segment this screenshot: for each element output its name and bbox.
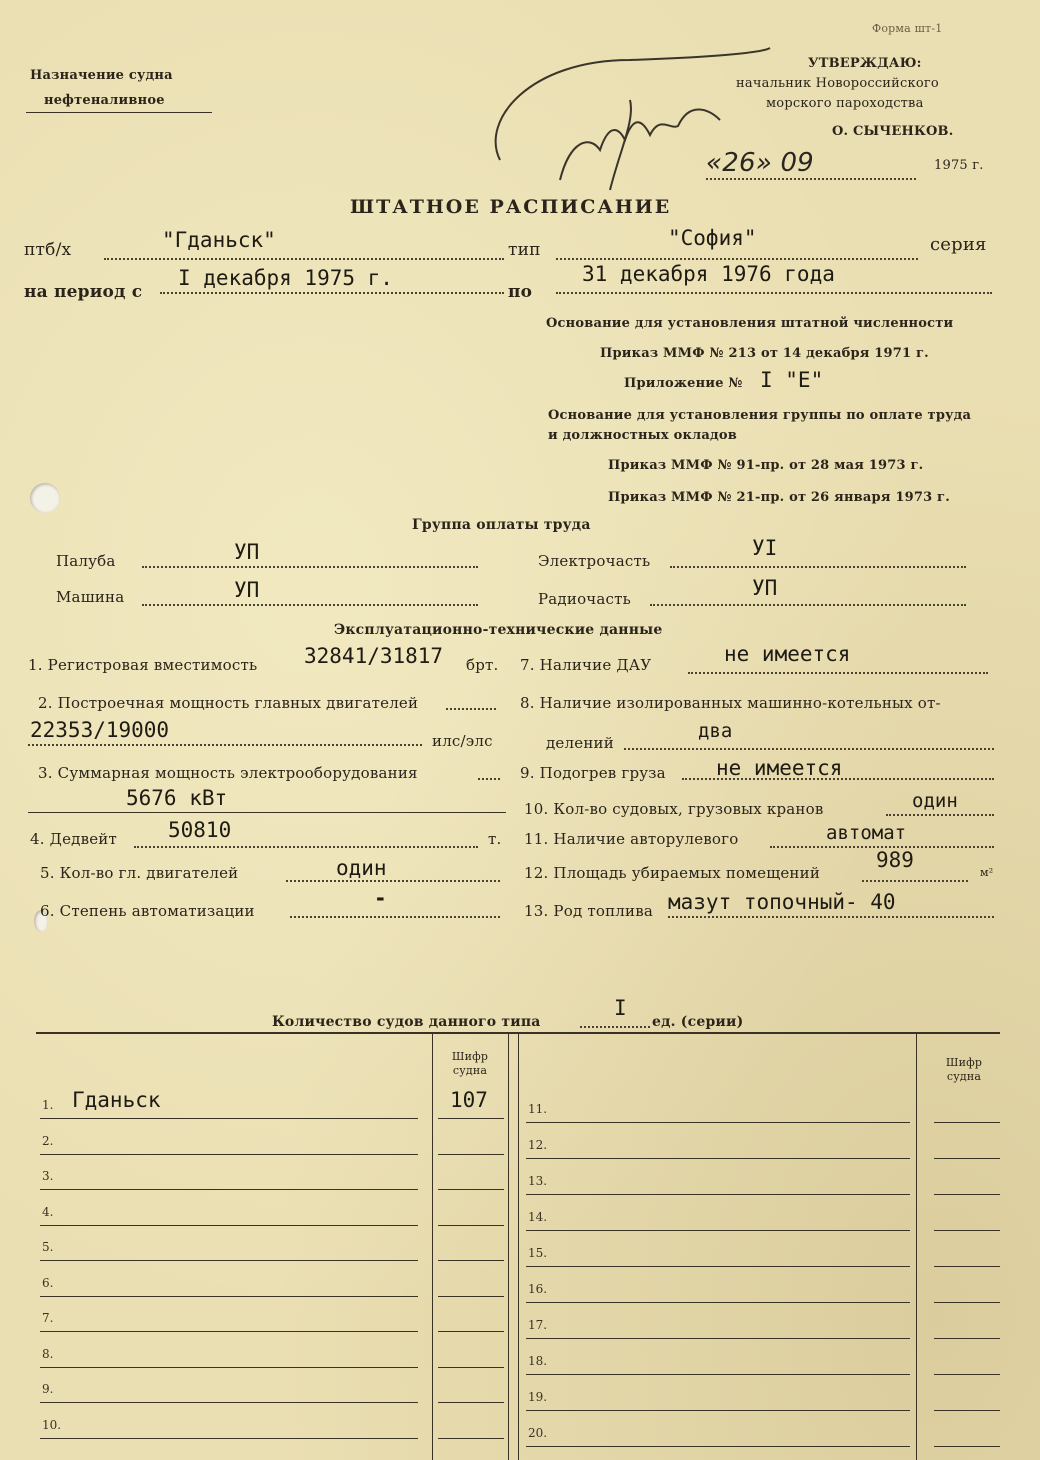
row-line <box>526 1266 910 1267</box>
tech-item-6-dots <box>290 916 500 918</box>
appendix-label: Приложение № <box>624 376 743 391</box>
code-line <box>438 1296 504 1297</box>
code-line <box>934 1374 1000 1375</box>
pay-group-title: Группа оплаты труда <box>412 517 591 533</box>
appendix-value: I "Е" <box>760 368 824 392</box>
row-line <box>40 1438 418 1439</box>
tech-item-2-unit: илс/элс <box>432 732 493 750</box>
row-number: 10. <box>42 1417 62 1432</box>
approve-title: УТВЕРЖДАЮ: <box>808 56 922 71</box>
row-number: 5. <box>42 1240 54 1254</box>
deck-label: Палуба <box>56 552 116 570</box>
period-to: 31 декабря 1976 года <box>582 262 835 286</box>
code-line <box>934 1302 1000 1303</box>
approver-name: О. СЫЧЕНКОВ. <box>832 124 954 139</box>
row-number: 14. <box>528 1210 548 1224</box>
code-line <box>438 1189 504 1190</box>
radio-label: Радиочасть <box>538 590 632 608</box>
code-line <box>438 1331 504 1332</box>
tech-item-7-label: 7. Наличие ДАУ <box>520 656 652 674</box>
tech-item-11-label: 11. Наличие авторулевого <box>524 830 739 848</box>
period-from-dots <box>160 292 504 294</box>
electrical-value: УI <box>752 536 778 560</box>
fleet-count-suffix: ед. (серии) <box>652 1014 744 1030</box>
row-line <box>40 1296 418 1297</box>
tech-item-13-label: 13. Род топлива <box>524 902 653 920</box>
table-divider-mid <box>518 1034 519 1460</box>
form-number: Форма шт-1 <box>872 22 943 35</box>
tech-item-8-label-2: делений <box>546 734 614 752</box>
ptb-dots <box>104 258 504 260</box>
row-number: 7. <box>42 1311 54 1325</box>
tech-item-4-label: 4. Дедвейт <box>30 830 118 848</box>
row-number: 12. <box>528 1138 548 1152</box>
code-line <box>438 1154 504 1155</box>
pay-basis-label-2: и должностных окладов <box>548 428 737 443</box>
row-number: 3. <box>42 1169 54 1183</box>
staffing-basis-label: Основание для установления штатной численности <box>546 316 954 331</box>
ship-code: 107 <box>450 1088 488 1112</box>
type-label: тип <box>508 240 541 260</box>
handwritten-signature <box>460 40 780 200</box>
tech-item-13-value: мазут топочный- 40 <box>668 890 896 914</box>
row-line <box>526 1446 910 1447</box>
tech-item-2-dots-b <box>28 744 422 746</box>
pay-order-1: Приказ ММФ № 91-пр. от 28 мая 1973 г. <box>608 458 924 473</box>
tech-item-6-label: 6. Степень автоматизации <box>40 902 255 920</box>
table-divider-right-code <box>916 1034 917 1460</box>
tech-item-10-label: 10. Кол-во судовых, грузовых кранов <box>524 800 824 818</box>
tech-item-2-value: 22353/19000 <box>30 718 170 742</box>
tech-item-7-dots <box>688 672 988 674</box>
code-line <box>438 1260 504 1261</box>
radio-value: УП <box>752 576 778 600</box>
code-line <box>438 1225 504 1226</box>
row-line <box>526 1230 910 1231</box>
row-number: 8. <box>42 1346 54 1361</box>
tech-item-3-underline <box>28 812 506 813</box>
row-line <box>526 1338 910 1339</box>
tech-item-10-value: один <box>912 790 958 812</box>
tech-item-1-value: 32841/31817 <box>304 644 444 668</box>
row-line <box>526 1302 910 1303</box>
tech-item-4-dots <box>134 846 478 848</box>
row-line <box>40 1402 418 1403</box>
tech-item-3-label: 3. Суммарная мощность электрооборудования <box>38 764 418 782</box>
tech-item-12-unit: м² <box>980 866 994 879</box>
staffing-order: Приказ ММФ № 213 от 14 декабря 1971 г. <box>600 346 929 361</box>
code-line <box>934 1266 1000 1267</box>
row-number: 16. <box>528 1282 548 1296</box>
row-number: 1. <box>42 1098 54 1112</box>
series-label: серия <box>930 234 987 255</box>
approve-date: «26» 09 <box>706 148 814 178</box>
deck-dots <box>142 566 478 568</box>
row-line <box>526 1410 910 1411</box>
row-line <box>40 1225 418 1226</box>
tech-item-2-dots <box>446 708 496 710</box>
row-line <box>40 1118 418 1119</box>
code-line <box>934 1194 1000 1195</box>
row-number: 11. <box>528 1102 548 1116</box>
tech-item-1-unit: брт. <box>466 656 499 674</box>
tech-item-6-value: - <box>374 886 387 910</box>
tech-item-12-value: 989 <box>876 848 914 872</box>
tech-item-9-label: 9. Подогрев груза <box>520 764 666 782</box>
row-line <box>526 1122 910 1123</box>
row-line <box>40 1189 418 1190</box>
tech-item-11-value: автомат <box>826 822 907 844</box>
tech-item-4-unit: т. <box>488 830 502 848</box>
approve-year: 1975 г. <box>934 158 984 173</box>
tech-item-2-label: 2. Построечная мощность главных двигателей <box>38 694 419 712</box>
tech-title: Эксплуатационно-технические данные <box>334 622 663 638</box>
code-line <box>934 1230 1000 1231</box>
row-line <box>526 1158 910 1159</box>
period-to-label: по <box>508 282 533 302</box>
engine-dots <box>142 604 478 606</box>
deck-value: УП <box>234 540 260 564</box>
tech-item-9-value: не имеется <box>716 756 843 780</box>
tech-item-3-value: 5676 кВт <box>126 786 228 810</box>
tech-item-1-label: 1. Регистровая вместимость <box>28 656 258 674</box>
row-line <box>40 1260 418 1261</box>
row-number: 6. <box>42 1275 54 1290</box>
engine-value: УП <box>234 578 260 602</box>
tech-item-7-value: не имеется <box>724 642 851 666</box>
row-number: 17. <box>528 1318 548 1332</box>
row-number: 2. <box>42 1133 54 1148</box>
fleet-count-value: I <box>614 996 627 1020</box>
code-line <box>934 1158 1000 1159</box>
code-line <box>438 1402 504 1403</box>
code-line <box>438 1118 504 1119</box>
ptb-label: птб/х <box>24 240 72 260</box>
tech-item-4-value: 50810 <box>168 818 232 842</box>
code-header-right: Шифр судна <box>945 1056 983 1083</box>
row-line <box>526 1194 910 1195</box>
code-header-left: Шифр судна <box>451 1050 489 1077</box>
code-line <box>934 1410 1000 1411</box>
type-value: "София" <box>668 226 757 250</box>
code-line <box>934 1122 1000 1123</box>
electrical-label: Электрочасть <box>538 552 651 570</box>
tech-item-3-dots <box>478 778 500 780</box>
radio-dots <box>650 604 966 606</box>
purpose-value: нефтеналивное <box>44 93 165 108</box>
electrical-dots <box>670 566 966 568</box>
row-number: 18. <box>528 1354 548 1368</box>
tech-item-13-dots <box>668 916 994 918</box>
row-number: 19. <box>528 1390 548 1404</box>
tech-item-8-dots <box>624 748 994 750</box>
tech-item-5-dots <box>286 880 500 882</box>
code-line <box>438 1367 504 1368</box>
code-line <box>438 1438 504 1439</box>
tech-item-12-label: 12. Площадь убираемых помещений <box>524 864 821 882</box>
ship-name: Гданьск <box>72 1088 161 1112</box>
row-number: 13. <box>528 1174 548 1188</box>
period-label: на период с <box>24 282 143 302</box>
period-to-dots <box>556 292 992 294</box>
table-divider-left-code-end <box>508 1034 509 1460</box>
row-line <box>526 1374 910 1375</box>
purpose-label: Назначение судна <box>30 68 173 83</box>
table-divider-left-code <box>432 1034 433 1460</box>
pay-basis-label-1: Основание для установления группы по оплате труда <box>548 408 972 423</box>
tech-item-12-dots <box>862 880 968 882</box>
row-number: 20. <box>528 1426 548 1440</box>
tech-item-5-label: 5. Кол-во гл. двигателей <box>40 864 239 882</box>
approve-line1: начальник Новороссийского <box>736 76 939 91</box>
tech-item-8-label: 8. Наличие изолированных машинно-котельных от- <box>520 694 941 712</box>
fleet-count-dots <box>580 1026 650 1028</box>
row-line <box>40 1154 418 1155</box>
punch-hole <box>30 483 60 513</box>
code-line <box>934 1446 1000 1447</box>
tech-item-5-value: один <box>336 856 387 880</box>
row-number: 9. <box>42 1382 54 1396</box>
type-dots <box>556 258 918 260</box>
fleet-count-label: Количество судов данного типа <box>272 1014 541 1030</box>
purpose-underline <box>26 112 212 113</box>
pay-order-2: Приказ ММФ № 21-пр. от 26 января 1973 г. <box>608 490 950 505</box>
tech-item-10-dots <box>886 814 994 816</box>
code-line <box>934 1338 1000 1339</box>
document-title: ШТАТНОЕ РАСПИСАНИЕ <box>350 196 672 218</box>
approve-line2: морского пароходства <box>766 96 924 111</box>
row-number: 15. <box>528 1246 548 1260</box>
period-from: I декабря 1975 г. <box>178 266 393 290</box>
tech-item-8-value: два <box>698 720 733 742</box>
row-line <box>40 1331 418 1332</box>
engine-label: Машина <box>56 588 125 606</box>
row-number: 4. <box>42 1204 54 1219</box>
ptb-value: "Гданьск" <box>162 228 276 252</box>
row-line <box>40 1367 418 1368</box>
